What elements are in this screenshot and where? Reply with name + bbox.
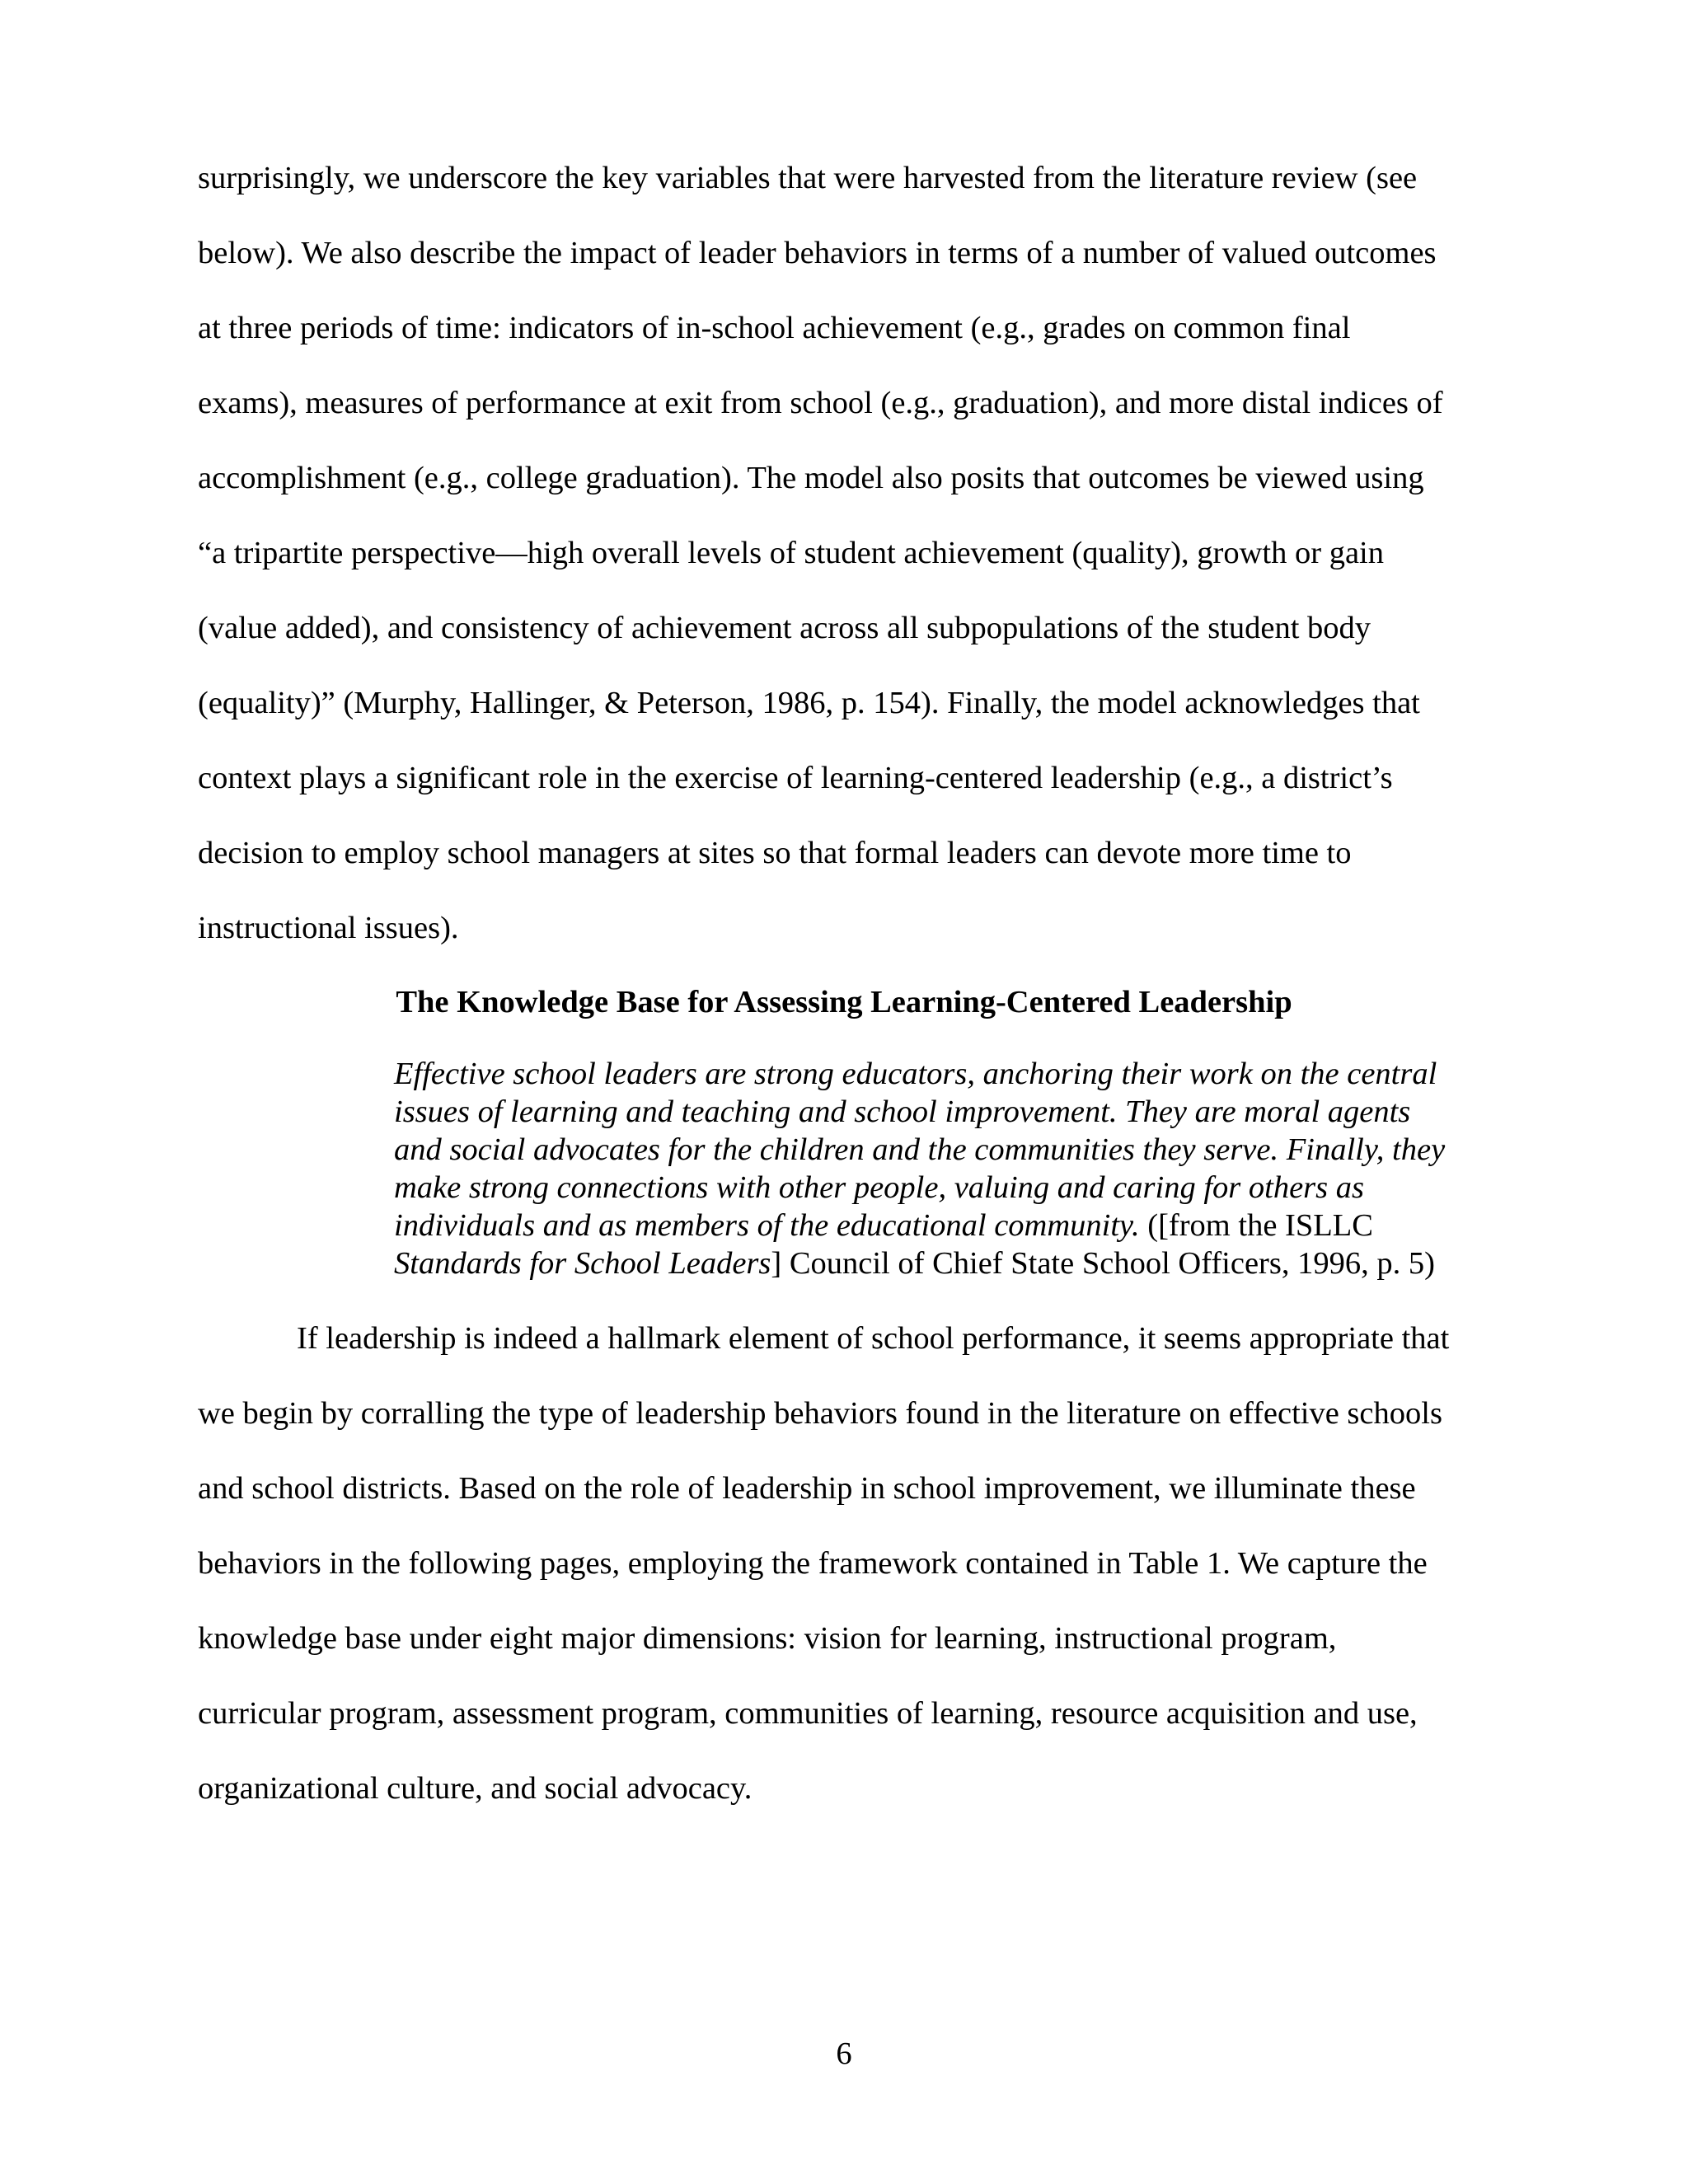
quote-source-title: Standards for School Leaders xyxy=(394,1246,771,1281)
text-line: surprisingly, we underscore the key variables that were harvested from the literature review (see xyxy=(198,161,1418,195)
text-line: knowledge base under eight major dimensions: vision for learning, instructional program, xyxy=(198,1621,1337,1656)
text-line: exams), measures of performance at exit from school (e.g., graduation), and more distal indices of xyxy=(198,386,1443,420)
quote-line: Effective school leaders are strong educators, anchoring their work on the central xyxy=(394,1057,1437,1091)
text-line: we begin by corralling the type of leadership behaviors found in the literature on effective schools xyxy=(198,1396,1442,1431)
section-heading: The Knowledge Base for Assessing Learning-Centered Leadership xyxy=(396,985,1292,1019)
text-line: curricular program, assessment program, communities of learning, resource acquisition and use, xyxy=(198,1696,1418,1731)
quote-italic-text: individuals and as members of the educational community. xyxy=(394,1208,1140,1243)
quote-citation-text: ([from the ISLLC xyxy=(1139,1208,1373,1243)
text-line: and school districts. Based on the role of leadership in school improvement, we illuminate these xyxy=(198,1471,1416,1506)
text-line: If leadership is indeed a hallmark element of school performance, it seems appropriate that xyxy=(297,1321,1450,1356)
text-line: (equality)” (Murphy, Hallinger, & Peterson, 1986, p. 154). Finally, the model acknowledges that xyxy=(198,686,1420,720)
text-line: (value added), and consistency of achievement across all subpopulations of the student body xyxy=(198,611,1372,645)
text-line: at three periods of time: indicators of in-school achievement (e.g., grades on common final xyxy=(198,311,1351,345)
text-line: “a tripartite perspective—high overall levels of student achievement (quality), growth or gain xyxy=(198,536,1384,570)
text-line: organizational culture, and social advocacy. xyxy=(198,1771,753,1806)
quote-citation-text: ] Council of Chief State School Officers, 1996, p. 5) xyxy=(771,1246,1435,1281)
quote-line: and social advocates for the children and the communities they serve. Finally, they xyxy=(394,1132,1446,1167)
text-line: accomplishment (e.g., college graduation). The model also posits that outcomes be viewed using xyxy=(198,461,1424,495)
text-line: behaviors in the following pages, employing the framework contained in Table 1. We capture the xyxy=(198,1546,1428,1581)
text-line: below). We also describe the impact of leader behaviors in terms of a number of valued outcomes xyxy=(198,236,1437,270)
text-line: decision to employ school managers at sites so that formal leaders can devote more time to xyxy=(198,836,1352,870)
quote-line: make strong connections with other people, valuing and caring for others as xyxy=(394,1170,1364,1205)
quote-line: issues of learning and teaching and school improvement. They are moral agents xyxy=(394,1094,1411,1129)
quote-line xyxy=(394,1207,1373,1244)
text-line: context plays a significant role in the exercise of learning-centered leadership (e.g., a district’s xyxy=(198,761,1393,795)
page-number: 6 xyxy=(836,2036,852,2071)
quote-line xyxy=(394,1244,1435,1282)
text-line: instructional issues). xyxy=(198,911,459,945)
